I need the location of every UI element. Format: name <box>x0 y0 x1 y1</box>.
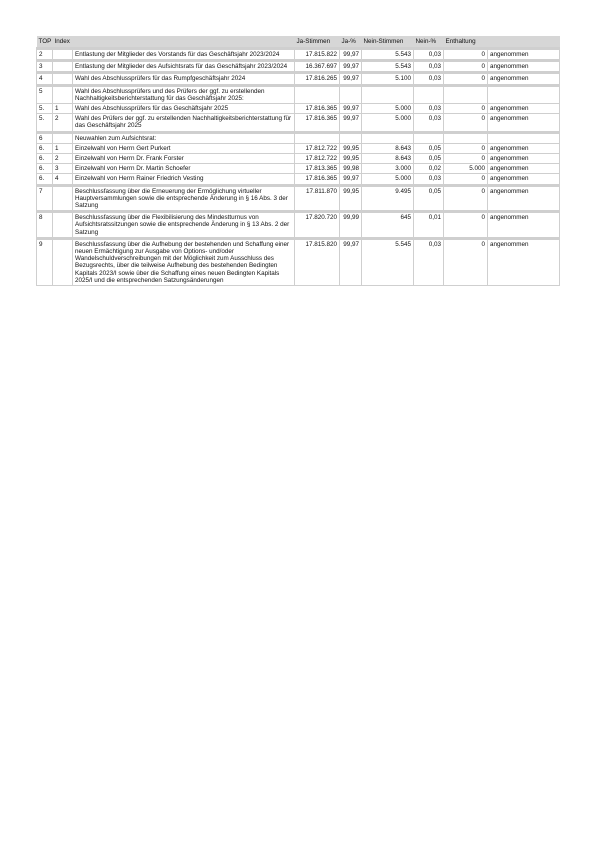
cell-enthaltung: 0 <box>444 238 488 285</box>
cell-agenda-item: Neuwahlen zum Aufsichtsrat: <box>73 132 295 143</box>
cell-nein-pct: 0,05 <box>414 185 444 212</box>
cell-ja-pct: 99,98 <box>340 164 362 174</box>
cell-result: angenommen <box>488 114 560 132</box>
cell-nein-stimmen: 5.000 <box>362 174 414 185</box>
cell-index: 1 <box>53 104 73 114</box>
cell-result <box>488 132 560 143</box>
cell-index: 4 <box>53 174 73 185</box>
cell-result: angenommen <box>488 61 560 73</box>
cell-ja-stimmen <box>295 132 340 143</box>
cell-result: angenommen <box>488 212 560 239</box>
cell-result: angenommen <box>488 185 560 212</box>
table-row <box>37 73 560 85</box>
cell-nein-pct: 0,03 <box>414 73 444 85</box>
table-row <box>37 143 560 153</box>
cell-agenda-item: Einzelwahl von Herrn Rainer Friedrich Vesting <box>73 174 295 185</box>
header-item <box>73 36 295 49</box>
cell-top: 2 <box>37 49 53 61</box>
cell-ja-stimmen: 16.367.697 <box>295 61 340 73</box>
cell-nein-stimmen: 9.495 <box>362 185 414 212</box>
cell-ja-stimmen: 17.815.820 <box>295 238 340 285</box>
cell-nein-pct: 0,03 <box>414 174 444 185</box>
cell-nein-stimmen: 645 <box>362 212 414 239</box>
cell-ja-stimmen: 17.816.365 <box>295 104 340 114</box>
cell-agenda-item: Beschlussfassung über die Flexibilisierung des Mindestturnus von Aufsichtsratssitzungen sowie die entsprechende Änderung in § 13 Abs. 2 der Satzung <box>73 212 295 239</box>
cell-result: angenommen <box>488 164 560 174</box>
cell-enthaltung: 0 <box>444 104 488 114</box>
table-row <box>37 85 560 103</box>
cell-nein-pct: 0,03 <box>414 104 444 114</box>
voting-results-table <box>36 36 560 286</box>
cell-index <box>53 212 73 239</box>
cell-top: 5. <box>37 104 53 114</box>
cell-nein-pct <box>414 132 444 143</box>
cell-nein-stimmen: 3.000 <box>362 164 414 174</box>
cell-top: 6 <box>37 132 53 143</box>
cell-ja-pct: 99,97 <box>340 73 362 85</box>
cell-nein-stimmen: 5.543 <box>362 61 414 73</box>
cell-ja-pct: 99,97 <box>340 61 362 73</box>
cell-result: angenommen <box>488 174 560 185</box>
cell-top: 5. <box>37 114 53 132</box>
cell-top: 4 <box>37 73 53 85</box>
table-row <box>37 104 560 114</box>
cell-enthaltung: 0 <box>444 212 488 239</box>
header-top: TOP <box>37 36 53 49</box>
header-enthaltung: Enthaltung <box>444 36 488 49</box>
cell-result: angenommen <box>488 104 560 114</box>
cell-agenda-item: Entlastung der Mitglieder des Aufsichtsrats für das Geschäftsjahr 2023/2024 <box>73 61 295 73</box>
header-index: Index <box>53 36 73 49</box>
header-nein-pct: Nein-% <box>414 36 444 49</box>
cell-result: angenommen <box>488 73 560 85</box>
cell-result: angenommen <box>488 49 560 61</box>
header-ja-stimmen: Ja-Stimmen <box>295 36 340 49</box>
header-ja-pct: Ja-% <box>340 36 362 49</box>
cell-enthaltung: 0 <box>444 73 488 85</box>
cell-nein-pct <box>414 85 444 103</box>
cell-enthaltung: 5.000 <box>444 164 488 174</box>
table-row <box>37 212 560 239</box>
cell-index <box>53 85 73 103</box>
cell-result: angenommen <box>488 238 560 285</box>
cell-ja-pct: 99,97 <box>340 238 362 285</box>
cell-ja-pct: 99,97 <box>340 174 362 185</box>
cell-ja-stimmen: 17.820.720 <box>295 212 340 239</box>
cell-nein-stimmen: 8.643 <box>362 143 414 153</box>
cell-ja-pct: 99,95 <box>340 185 362 212</box>
cell-enthaltung <box>444 85 488 103</box>
cell-ja-stimmen: 17.813.365 <box>295 164 340 174</box>
cell-ja-stimmen: 17.816.265 <box>295 73 340 85</box>
cell-result <box>488 85 560 103</box>
cell-index: 1 <box>53 143 73 153</box>
cell-ja-pct: 99,95 <box>340 154 362 164</box>
cell-ja-pct <box>340 132 362 143</box>
cell-ja-pct: 99,95 <box>340 143 362 153</box>
cell-agenda-item: Wahl des Abschlussprüfers für das Rumpfgeschäftsjahr 2024 <box>73 73 295 85</box>
cell-ja-stimmen: 17.811.870 <box>295 185 340 212</box>
cell-ja-pct: 99,97 <box>340 104 362 114</box>
cell-enthaltung: 0 <box>444 114 488 132</box>
cell-top: 5 <box>37 85 53 103</box>
cell-agenda-item: Einzelwahl von Herrn Gert Purkert <box>73 143 295 153</box>
cell-index: 3 <box>53 164 73 174</box>
cell-enthaltung: 0 <box>444 185 488 212</box>
cell-index: 2 <box>53 154 73 164</box>
cell-enthaltung <box>444 132 488 143</box>
cell-enthaltung: 0 <box>444 49 488 61</box>
cell-agenda-item: Einzelwahl von Herrn Dr. Martin Schoefer <box>73 164 295 174</box>
cell-nein-stimmen: 5.000 <box>362 104 414 114</box>
cell-ja-stimmen <box>295 85 340 103</box>
cell-agenda-item: Beschlussfassung über die Aufhebung der bestehenden und Schaffung einer neuen Ermächtigung zur Ausgabe von Options- und/oder Wandelschuldverschreibungen mit der Möglichkeit zum Ausschluss des Bezugsrechts, über die teilweise Aufhebung des bestehenden Bedingten Kapitals 2023/I sowie über die Schaffung eines neuen Bedingten Kapitals 2025/I und die entsprechenden Satzungsänderungen <box>73 238 295 285</box>
cell-index <box>53 238 73 285</box>
cell-enthaltung: 0 <box>444 154 488 164</box>
table-row <box>37 132 560 143</box>
cell-ja-pct: 99,97 <box>340 49 362 61</box>
table-row <box>37 61 560 73</box>
cell-top: 6. <box>37 174 53 185</box>
cell-nein-pct: 0,05 <box>414 154 444 164</box>
cell-top: 8 <box>37 212 53 239</box>
cell-top: 7 <box>37 185 53 212</box>
cell-index <box>53 132 73 143</box>
cell-top: 9 <box>37 238 53 285</box>
table-row <box>37 238 560 285</box>
cell-nein-stimmen: 5.545 <box>362 238 414 285</box>
cell-nein-pct: 0,03 <box>414 49 444 61</box>
cell-enthaltung: 0 <box>444 143 488 153</box>
cell-ja-stimmen: 17.816.365 <box>295 114 340 132</box>
cell-ja-stimmen: 17.812.722 <box>295 143 340 153</box>
cell-agenda-item: Entlastung der Mitglieder des Vorstands für das Geschäftsjahr 2023/2024 <box>73 49 295 61</box>
cell-agenda-item: Beschlussfassung über die Erneuerung der Ermöglichung virtueller Hauptversammlungen sowie die entsprechende Änderung in § 16 Abs. 3 der Satzung <box>73 185 295 212</box>
cell-top: 3 <box>37 61 53 73</box>
cell-nein-pct: 0,02 <box>414 164 444 174</box>
cell-agenda-item: Wahl des Prüfers der ggf. zu erstellenden Nachhaltigkeitsberichterstattung für das Geschäftsjahr 2025 <box>73 114 295 132</box>
cell-nein-stimmen: 5.000 <box>362 114 414 132</box>
header-nein-stimmen: Nein-Stimmen <box>362 36 414 49</box>
cell-index: 2 <box>53 114 73 132</box>
cell-nein-pct: 0,05 <box>414 143 444 153</box>
table-row <box>37 185 560 212</box>
cell-index <box>53 73 73 85</box>
cell-agenda-item: Wahl des Abschlussprüfers und des Prüfers der ggf. zu erstellenden Nachhaltigkeitsberichterstattung für das Geschäftsjahr 2025: <box>73 85 295 103</box>
cell-result: angenommen <box>488 143 560 153</box>
cell-nein-pct: 0,01 <box>414 212 444 239</box>
table-body <box>37 49 560 286</box>
table-row <box>37 164 560 174</box>
cell-index <box>53 49 73 61</box>
table-row <box>37 154 560 164</box>
cell-nein-stimmen <box>362 132 414 143</box>
cell-nein-pct: 0,03 <box>414 238 444 285</box>
cell-ja-pct <box>340 85 362 103</box>
cell-ja-stimmen: 17.812.722 <box>295 154 340 164</box>
table-row <box>37 174 560 185</box>
cell-agenda-item: Einzelwahl von Herrn Dr. Frank Forster <box>73 154 295 164</box>
cell-ja-stimmen: 17.816.365 <box>295 174 340 185</box>
cell-nein-stimmen: 5.100 <box>362 73 414 85</box>
table-row <box>37 114 560 132</box>
cell-index <box>53 185 73 212</box>
cell-agenda-item: Wahl des Abschlussprüfers für das Geschäftsjahr 2025 <box>73 104 295 114</box>
cell-nein-pct: 0,03 <box>414 114 444 132</box>
table-row <box>37 49 560 61</box>
cell-index <box>53 61 73 73</box>
cell-nein-stimmen <box>362 85 414 103</box>
cell-enthaltung: 0 <box>444 61 488 73</box>
header-result <box>488 36 560 49</box>
cell-nein-pct: 0,03 <box>414 61 444 73</box>
cell-nein-stimmen: 5.543 <box>362 49 414 61</box>
cell-nein-stimmen: 8.643 <box>362 154 414 164</box>
cell-top: 6. <box>37 143 53 153</box>
cell-ja-pct: 99,99 <box>340 212 362 239</box>
table-header-row <box>37 36 560 49</box>
cell-ja-pct: 99,97 <box>340 114 362 132</box>
cell-top: 6. <box>37 164 53 174</box>
cell-result: angenommen <box>488 154 560 164</box>
cell-ja-stimmen: 17.815.822 <box>295 49 340 61</box>
cell-top: 6. <box>37 154 53 164</box>
cell-enthaltung: 0 <box>444 174 488 185</box>
